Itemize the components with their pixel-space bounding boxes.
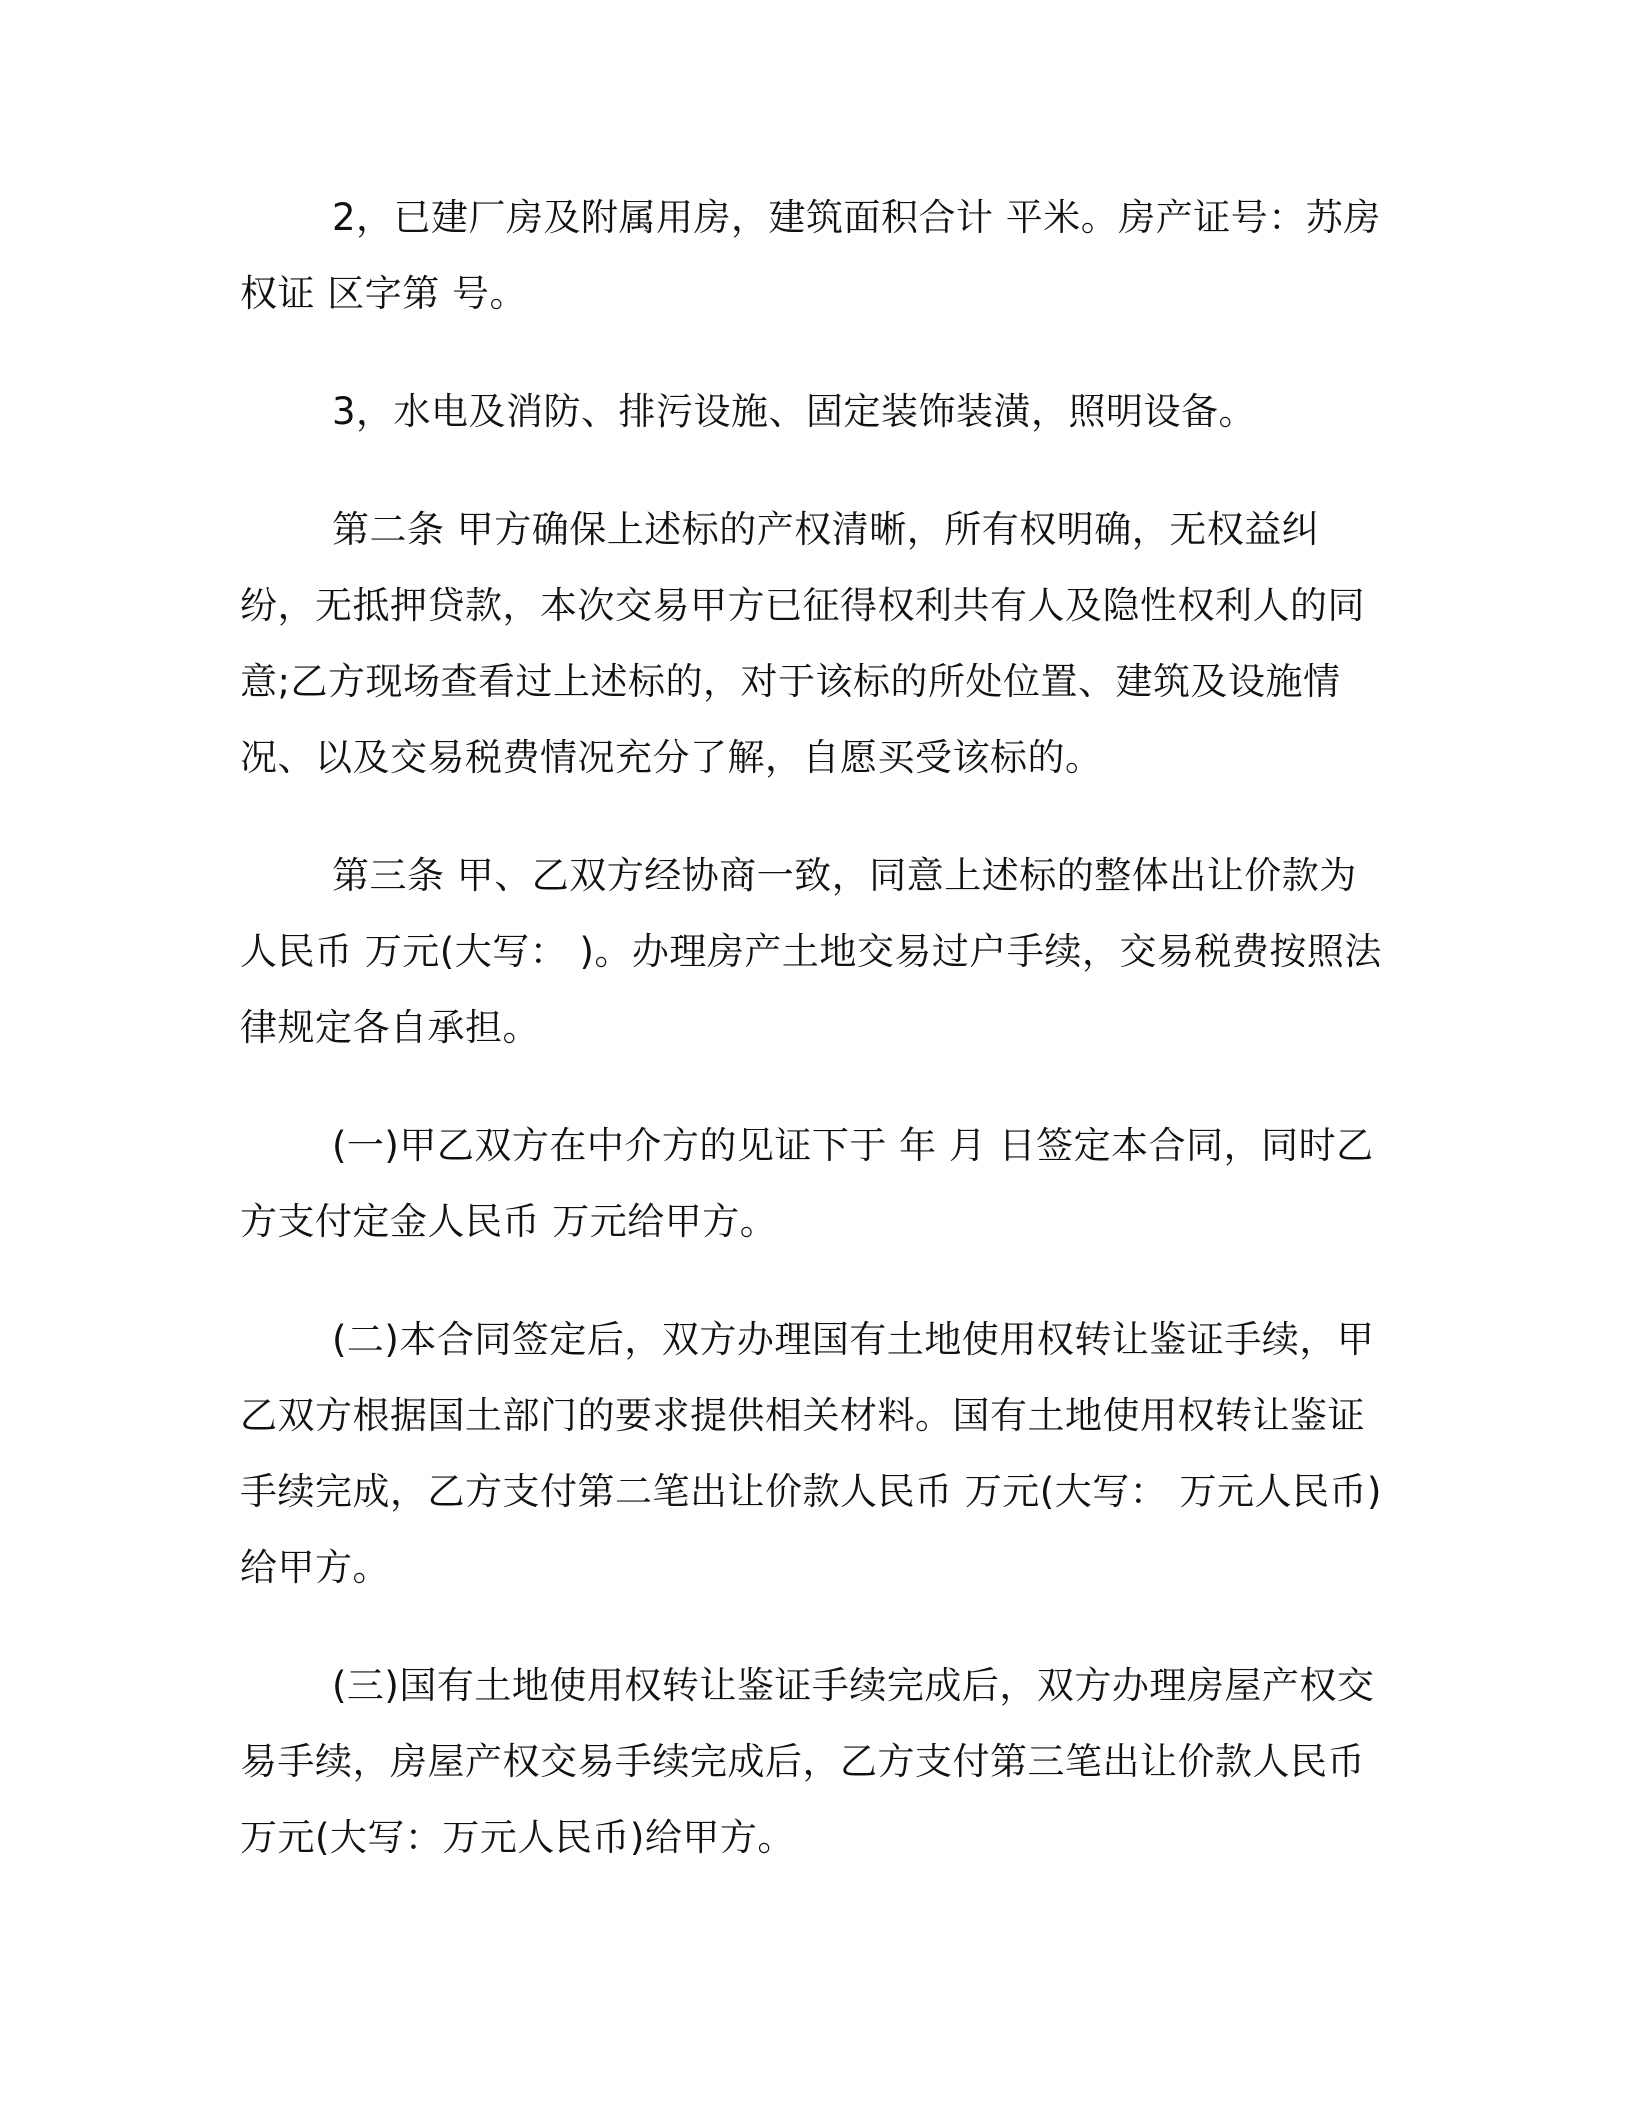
paragraph-clause-1: (一)甲乙双方在中介方的见证下于 年 月 日签定本合同，同时乙方支付定金人民币 万元给甲方。	[240, 1124, 1374, 1243]
paragraph-article-3: 第三条 甲、乙双方经协商一致，同意上述标的整体出让价款为人民币 万元(大写： )。办理房产土地交易过户手续，交易税费按照法律规定各自承担。	[240, 854, 1382, 1049]
paragraph-item-3-facilities: 3，水电及消防、排污设施、固定装饰装潢，照明设备。	[332, 390, 1257, 433]
paragraph-article-2: 第二条 甲方确保上述标的产权清晰，所有权明确，无权益纠纷，无抵押贷款，本次交易甲方已征得权利共有人及隐性权利人的同意;乙方现场查看过上述标的，对于该标的所处位置、建筑及设施情况、以及交易税费情况充分了解，自愿买受该标的。	[240, 508, 1365, 779]
paragraph-item-2-building: 2，已建厂房及附属用房，建筑面积合计 平米。房产证号：苏房权证 区字第 号。	[240, 196, 1381, 315]
document-body	[240, 180, 1385, 1918]
paragraph-clause-3: (三)国有土地使用权转让鉴证手续完成后，双方办理房屋产权交易手续，房屋产权交易手续完成后，乙方支付第三笔出让价款人民币 万元(大写：万元人民币)给甲方。	[240, 1664, 1375, 1859]
paragraph-clause-2: (二)本合同签定后，双方办理国有土地使用权转让鉴证手续，甲乙双方根据国土部门的要求提供相关材料。国有土地使用权转让鉴证手续完成，乙方支付第二笔出让价款人民币 万元(大写： 万元人民币)给甲方。	[240, 1318, 1382, 1589]
